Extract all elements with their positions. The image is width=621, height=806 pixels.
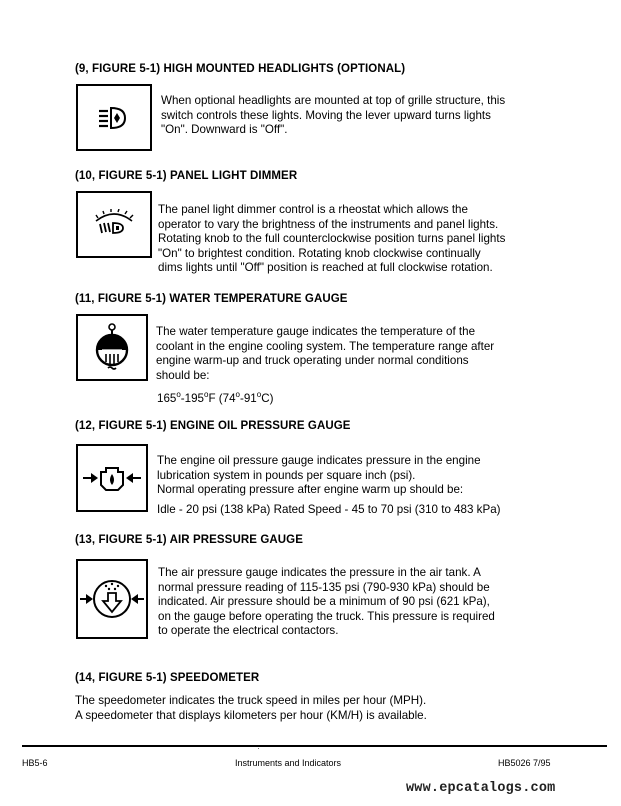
text-line: "On". Downward is "Off". — [161, 123, 288, 136]
section-heading-headlights: (9, FIGURE 5-1) HIGH MOUNTED HEADLIGHTS (OPTIONAL) — [75, 63, 406, 75]
section-heading-oil-pressure: (12, FIGURE 5-1) ENGINE OIL PRESSURE GAUGE — [75, 420, 351, 432]
text-line: operator to vary the brightness of the instruments and panel lights. — [158, 217, 499, 231]
text-line: dims lights until "Off" position is reached at full clockwise rotation. — [158, 261, 493, 274]
text-line: The water temperature gauge indicates the temperature of the — [156, 325, 476, 338]
text-line: switch controls these lights. Moving the lever upward turns lights — [161, 108, 491, 122]
degree-mark: o — [204, 390, 209, 399]
footer-doc-code: HB5026 7/95 — [498, 758, 551, 768]
text-line: The air pressure gauge indicates the pressure in the air tank. A — [158, 566, 481, 579]
text-line: should be: — [156, 368, 210, 382]
speck — [258, 748, 259, 749]
headlights-description — [161, 94, 521, 138]
headlight-icon — [97, 106, 131, 130]
oil-pressure-values: Idle - 20 psi (138 kPa) Rated Speed - 45 to 70 psi (310 to 483 kPa) — [157, 503, 501, 516]
water-temp-range — [157, 388, 357, 406]
headlight-icon-box — [76, 84, 152, 151]
panel-light-dimmer-icon — [92, 209, 136, 241]
text-line: The panel light dimmer control is a rheostat which allows the — [158, 203, 468, 216]
text-line: indicated. Air pressure should be a minimum of 90 psi (621 kPa), — [158, 595, 490, 608]
footer-page-number: HB5-6 — [22, 758, 48, 768]
text-line: lubrication system in pounds per square inch (psi). — [157, 468, 416, 482]
air-pressure-description — [158, 566, 517, 639]
text-line: coolant in the engine cooling system. The temperature range after — [156, 339, 495, 353]
text-line: engine warm-up and truck operating under normal conditions — [156, 354, 469, 367]
section-heading-speedometer: (14, FIGURE 5-1) SPEEDOMETER — [75, 672, 260, 684]
range-high: -195 — [180, 391, 205, 405]
water-temperature-icon — [94, 322, 130, 374]
degree-mark: o — [256, 390, 262, 399]
section-heading-water-temp: (11, FIGURE 5-1) WATER TEMPERATURE GAUGE — [75, 293, 348, 305]
range-unit-c: C) — [261, 391, 274, 405]
text-line: "On" to brightest condition. Rotating knob clockwise continually — [158, 246, 481, 260]
degree-mark: o — [176, 390, 181, 399]
air-pressure-icon — [79, 575, 145, 623]
air-pressure-icon-box — [76, 559, 148, 639]
text-line: The engine oil pressure gauge indicates pressure in the engine — [157, 454, 481, 467]
speedometer-description — [75, 694, 515, 723]
footer-chapter-title: Instruments and Indicators — [235, 758, 342, 768]
range-high-c: -91 — [239, 391, 257, 405]
text-line: The speedometer indicates the truck speed in miles per hour (MPH). — [75, 694, 427, 707]
text-line: Normal operating pressure after engine warm up should be: — [157, 483, 464, 496]
oil-pressure-icon-box — [76, 444, 148, 512]
water-temp-icon-box — [76, 314, 148, 381]
section-heading-air-pressure: (13, FIGURE 5-1) AIR PRESSURE GAUGE — [75, 534, 304, 546]
panel-dimmer-description — [158, 203, 517, 276]
text-line: on the gauge before operating the truck. This pressure is required — [158, 609, 495, 623]
text-line: normal pressure reading of 115-135 psi (790-930 kPa) should be — [158, 580, 490, 594]
section-heading-panel-dimmer: (10, FIGURE 5-1) PANEL LIGHT DIMMER — [75, 170, 298, 182]
oil-pressure-description — [157, 454, 519, 498]
panel-dimmer-icon-box — [76, 191, 152, 258]
degree-mark: o — [235, 390, 240, 399]
text-line: A speedometer that displays kilometers per hour (KM/H) is available. — [75, 708, 427, 722]
oil-pressure-icon — [82, 463, 142, 493]
footer-rule — [22, 745, 607, 747]
range-low: 165 — [157, 391, 177, 405]
text-line: When optional headlights are mounted at top of grille structure, this — [161, 94, 506, 107]
water-temp-description — [156, 325, 517, 383]
watermark: www.epcatalogs.com — [406, 781, 556, 796]
range-unit-f: F (74 — [208, 391, 236, 405]
text-line: Rotating knob to the full counterclockwise position turns panel lights — [158, 232, 506, 245]
text-line: to operate the electrical contactors. — [158, 624, 339, 637]
